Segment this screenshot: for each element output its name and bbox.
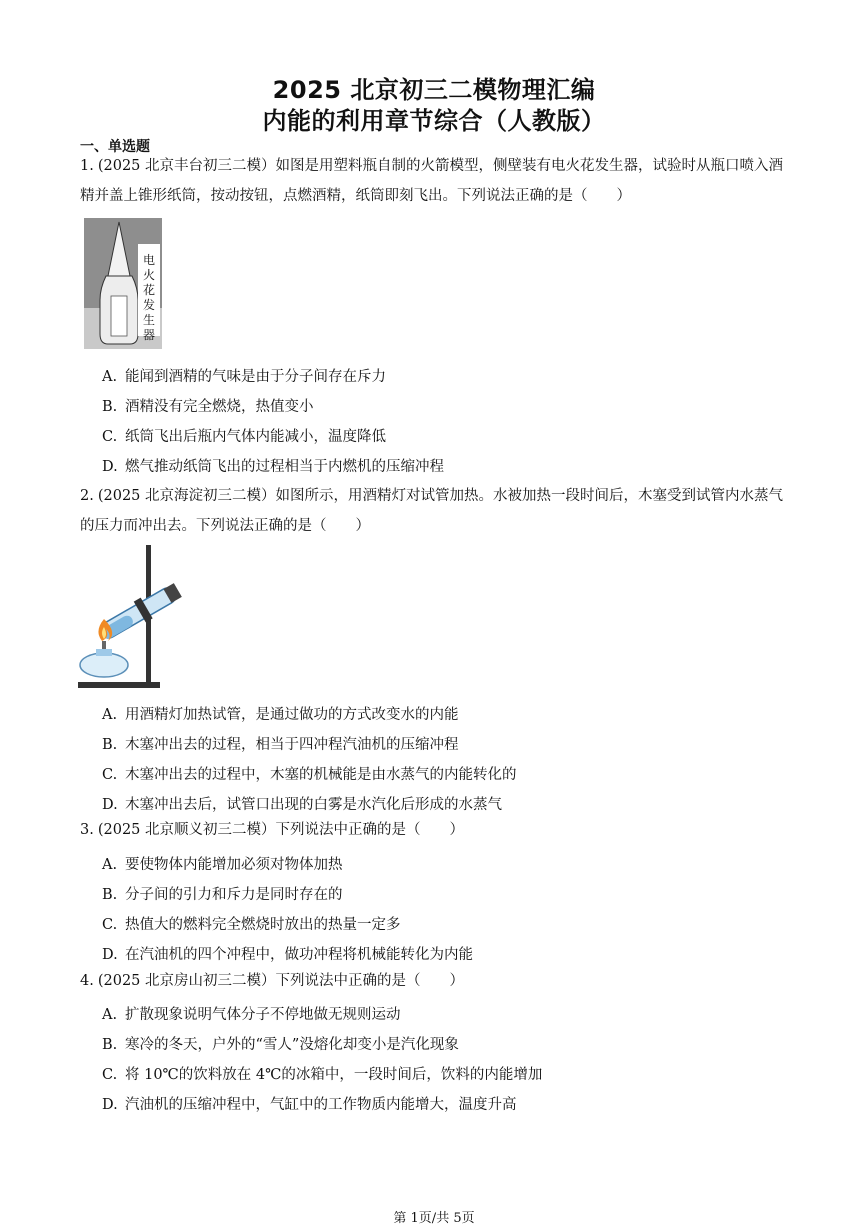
option-a: A. 用酒精灯加热试管，是通过做功的方式改变水的内能 [102,707,459,723]
option-d: D. 汽油机的压缩冲程中，气缸中的工作物质内能增大，温度升高 [102,1097,517,1113]
svg-text:生: 生 [143,313,156,327]
question-number: 2. [80,488,94,504]
option-d: D. 在汽油机的四个冲程中，做功冲程将机械能转化为内能 [102,947,473,963]
svg-text:器: 器 [143,328,156,342]
question-number: 1. [80,158,94,174]
question-number: 4. [80,973,94,989]
question-2 [80,481,792,541]
question-number: 3. [80,822,94,838]
question-3 [80,815,792,845]
svg-text:电: 电 [143,253,156,267]
section-heading: 一、单选题 [80,139,150,155]
svg-text:花: 花 [143,283,156,297]
option-c: C. 木塞冲出去的过程中，木塞的机械能是由水蒸气的内能转化的 [102,767,517,783]
page-subtitle: 内能的利用章节综合（人教版） [262,107,606,135]
question-text: (2025 北京顺义初三二模）下列说法中正确的是（ ） [97,822,465,838]
option-a: A. 扩散现象说明气体分子不停地做无规则运动 [102,1007,401,1023]
option-c: C. 将 10℃的饮料放在 4℃的冰箱中，一段时间后，饮料的内能增加 [102,1067,543,1083]
option-d: D. 木塞冲出去后，试管口出现的白雾是水汽化后形成的水蒸气 [102,797,502,813]
option-b: B. 分子间的引力和斥力是同时存在的 [102,887,343,903]
svg-text:火: 火 [143,268,156,282]
page-number: 第 1页/共 5页 [393,1211,475,1226]
option-b: B. 寒冷的冬天，户外的“雪人”没熔化却变小是汽化现象 [102,1037,459,1053]
question-text: (2025 北京丰台初三二模）如图是用塑料瓶自制的火箭模型，侧壁装有电火花发生器，试验时从瓶口喷入酒精并盖上锥形纸筒，按动按钮，点燃酒精，纸筒即刻飞出。下列说法正确的是（ ） [80,158,784,204]
option-d: D. 燃气推动纸筒飞出的过程相当于内燃机的压缩冲程 [102,459,444,475]
question-text: (2025 北京房山初三二模）下列说法中正确的是（ ） [97,973,465,989]
option-c: C. 热值大的燃料完全燃烧时放出的热量一定多 [102,917,401,933]
page-title: 2025 北京初三二模物理汇编 [272,76,596,104]
option-b: B. 酒精没有完全燃烧，热值变小 [102,399,314,415]
option-a: A. 要使物体内能增加必须对物体加热 [102,857,343,873]
svg-text:发: 发 [143,298,156,312]
rocket-bottle-figure [84,218,162,349]
question-text: (2025 北京海淀初三二模）如图所示，用酒精灯对试管加热。水被加热一段时间后，木塞受到试管内水蒸气的压力而冲出去。下列说法正确的是（ ） [80,488,784,534]
question-1 [80,151,792,211]
option-c: C. 纸筒飞出后瓶内气体内能减小，温度降低 [102,429,386,445]
option-a: A. 能闻到酒精的气味是由于分子间存在斥力 [102,369,386,385]
test-tube-heating-figure [78,543,188,691]
option-b: B. 木塞冲出去的过程，相当于四冲程汽油机的压缩冲程 [102,737,459,753]
question-4 [80,966,792,996]
